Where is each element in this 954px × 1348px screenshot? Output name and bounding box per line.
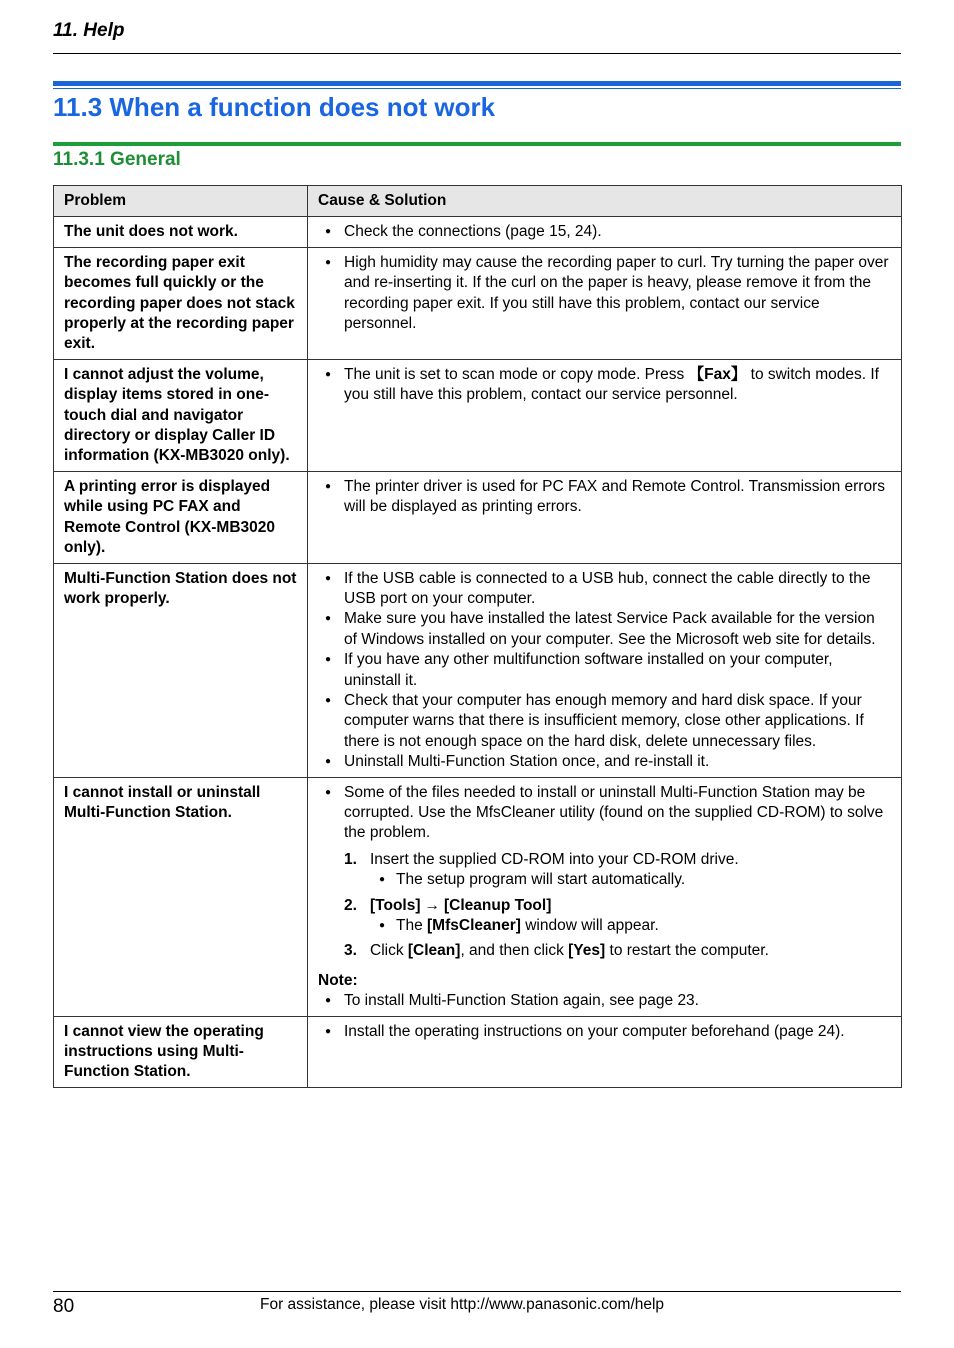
bullet-text: to switch modes. If you still have this problem, contact our service personnel. [344,365,879,404]
solution-cell [308,563,902,777]
step-item [318,896,891,937]
solution-bullet: ● If the USB cable is connected to a USB hub, connect the cable directly to the USB port on your computer. [318,569,891,610]
solution-bullet [318,365,891,406]
solution-bullet: ● Install the operating instructions on your computer beforehand (page 24). [318,1022,891,1042]
solution-bullet: ● Make sure you have installed the latest Service Pack available for the version of Windows installed on your computer. See the Microsoft web site for details. [318,609,891,650]
table-row [54,247,902,359]
solution-cell [308,777,902,1016]
subsection-title: 11.3.1 General [53,149,181,170]
step-text: to restart the computer. [605,942,769,960]
problem-cell: I cannot adjust the volume, display items stored in one-touch dial and navigator directory or display Caller ID information (KX-MB3020 only). [54,359,308,471]
header-rule [53,53,901,54]
problem-cell: I cannot install or uninstall Multi-Function Station. [54,777,308,1016]
yes-key: [Yes] [568,942,606,960]
solution-bullet: ● If you have any other multifunction software installed on your computer, uninstall it. [318,650,891,691]
step-text: , and then click [460,942,569,960]
problem-cell: The recording paper exit becomes full quickly or the recording paper does not stack properly at the recording paper exit. [54,247,308,359]
solution-cell [308,471,902,563]
solution-bullet: ● Uninstall Multi-Function Station once, and re-install it. [318,752,891,772]
subsection-bar [53,142,901,146]
step-sub-bullet: ● The setup program will start automatically. [370,870,891,890]
table-header-row [54,186,902,217]
running-head: 11. Help [53,20,125,41]
solution-bullet: ● The printer driver is used for PC FAX and Remote Control. Transmission errors will be displayed as printing errors. [318,477,891,518]
section-title: 11.3 When a function does not work [53,92,496,122]
step-number: 3. [344,942,357,960]
step-number: 1. [344,850,357,868]
table-row [54,359,902,471]
step-number: 2. [344,896,357,914]
problem-cell: I cannot view the operating instructions using Multi-Function Station. [54,1016,308,1087]
fax-key: 【Fax】 [688,365,747,383]
table-row [54,217,902,247]
solution-bullet: ● Some of the files needed to install or uninstall Multi-Function Station may be corrupted. Use the MfsCleaner utility (found on the supplied CD-ROM) to solve the problem. [318,783,891,844]
troubleshooting-table [53,185,902,1088]
step-sub-bullet [370,916,891,936]
table-row [54,563,902,777]
table-row [54,1016,902,1087]
column-header-solution: Cause & Solution [308,186,902,217]
column-header-problem: Problem [54,186,308,217]
solution-cell [308,1016,902,1087]
step-list [318,850,891,962]
bullet-text: The unit is set to scan mode or copy mode. Press [344,365,689,383]
step-text: Click [370,942,408,960]
sub-text: The [396,917,428,934]
tools-key: [Tools] [370,896,421,914]
mfscleaner-key: [MfsCleaner] [427,917,521,934]
table-row [54,777,902,1016]
clean-key: [Clean] [407,942,461,960]
solution-cell [308,247,902,359]
solution-bullet: ● Check the connections (page 15, 24). [318,222,891,242]
step-text: Insert the supplied CD-ROM into your CD-ROM drive. [370,850,739,868]
problem-cell: Multi-Function Station does not work properly. [54,563,308,777]
section-bar-thin [53,88,901,89]
problem-cell: A printing error is displayed while using PC FAX and Remote Control (KX-MB3020 only). [54,471,308,563]
section-bar [53,81,901,86]
solution-bullet: ● High humidity may cause the recording paper to curl. Try turning the paper over and re-inserting it. If the curl on the paper is heavy, please remove it from the recording paper exit. If you still have this problem, contact our service personnel. [318,253,891,335]
problem-cell: The unit does not work. [54,217,308,247]
footer-text: For assistance, please visit http://www.panasonic.com/help [260,1296,665,1313]
solution-cell [308,217,902,247]
solution-cell [308,359,902,471]
sub-text: window will appear. [520,917,659,934]
footer-rule [53,1291,901,1292]
table-row [54,471,902,563]
note-bullet: ● To install Multi-Function Station again, see page 23. [318,991,891,1011]
right-arrow-icon: → [424,896,441,914]
cleanup-tool-key: [Cleanup Tool] [444,896,552,914]
page-number: 80 [53,1296,75,1317]
note-label: Note: [318,971,358,989]
step-item [318,941,891,961]
solution-bullet: ● Check that your computer has enough memory and hard disk space. If your computer warns that there is insufficient memory, close other applications. If there is not enough space on the hard disk, delete unnecessary files. [318,691,891,752]
step-item [318,850,891,891]
